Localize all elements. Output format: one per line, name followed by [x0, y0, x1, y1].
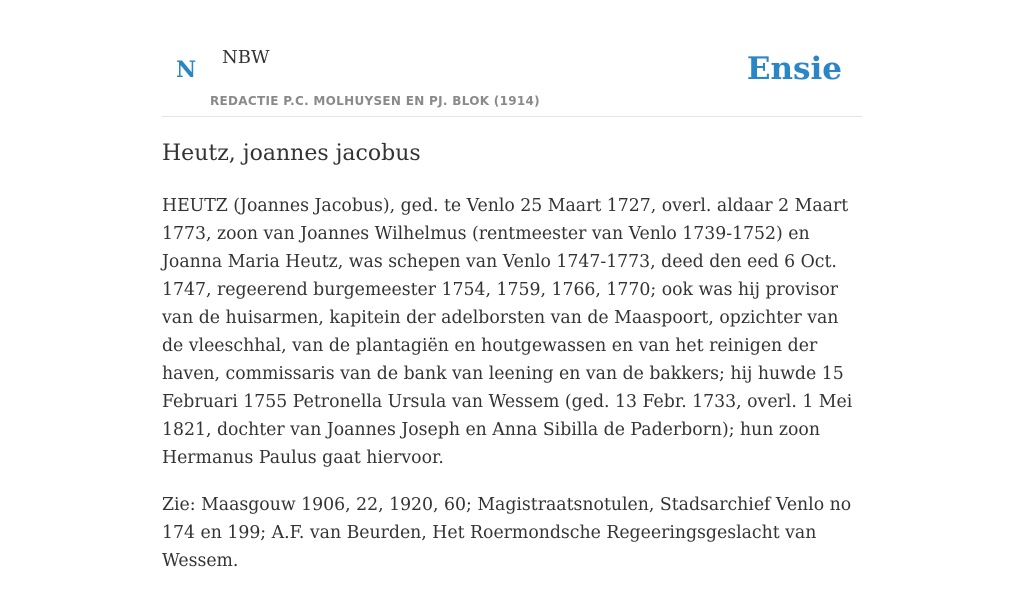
- source-logo-icon[interactable]: N: [176, 57, 197, 83]
- article-references: Zie: Maasgouw 1906, 22, 1920, 60; Magistraatsnotulen, Stadsarchief Venlo no 174 en 199; A.F. van Beurden, Het Roermondsche Regeeringsgeslacht van Wessem.: [162, 495, 852, 571]
- article-body: [162, 192, 862, 594]
- source-name[interactable]: NBW: [222, 47, 270, 68]
- site-header: [162, 0, 862, 117]
- article-title: Heutz, joannes jacobus: [162, 141, 421, 166]
- brand-logo[interactable]: Ensie: [746, 51, 842, 87]
- article-paragraph: HEUTZ (Joannes Jacobus), ged. te Venlo 25 Maart 1727, overl. aldaar 2 Maart 1773, zoon van Joannes Wilhelmus (rentmeester van Venlo 1739-1752) en Joanna Maria Heutz, was schepen van Venlo 1747-1773, deed den eed 6 Oct. 1747, regeerend burgemeester 1754, 1759, 1766, 1770; ook was hij provisor van de huisarmen, kapitein der adelborsten van de Maaspoort, opzichter van de vleeschhal, van de plantagiën en houtgewassen en van het reinigen der haven, commissaris van de bank van leening en van de bakkers; hij huwde 15 Februari 1755 Petronella Ursula van Wessem (ged. 13 Febr. 1733, overl. 1 Mei 1821, dochter van Joannes Joseph en Anna Sibilla de Paderborn); hun zoon Hermanus Paulus gaat hiervoor.: [162, 196, 853, 468]
- source-editors: REDACTIE P.C. MOLHUYSEN EN PJ. BLOK (1914): [210, 94, 540, 108]
